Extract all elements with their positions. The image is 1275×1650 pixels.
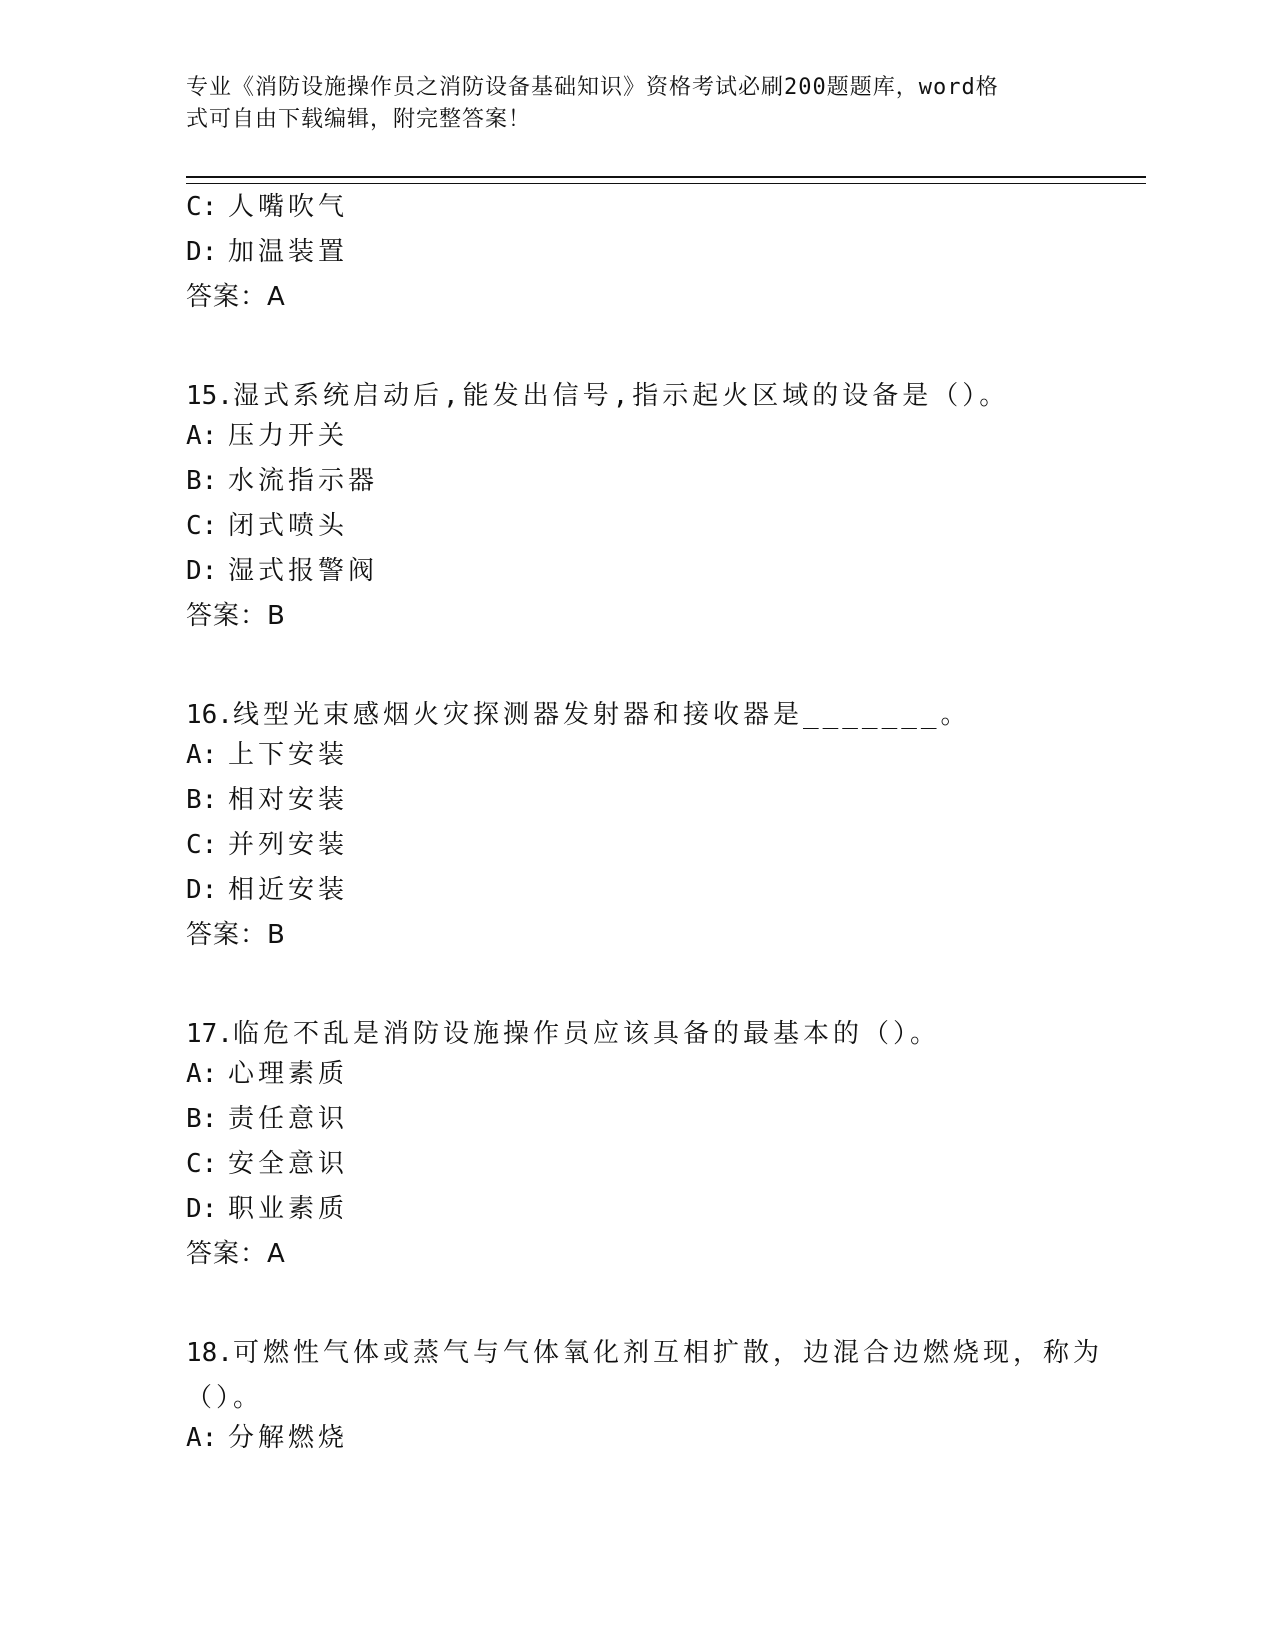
answer-line: 答案：A — [186, 282, 286, 312]
answer-line: 答案：B — [186, 920, 286, 950]
question-text: 17.临危不乱是消防设施操作员应该具备的最基本的（）。 — [186, 1019, 940, 1049]
option-c: C: 并列安装 — [186, 830, 349, 860]
question-17 — [186, 1012, 1106, 1282]
question-text: 15.湿式系统启动后,能发出信号,指示起火区域的设备是（）。 — [186, 381, 1010, 411]
option-d: D: 湿式报警阀 — [186, 556, 379, 586]
option-d: D: 加温装置 — [186, 237, 349, 267]
option-c: C: 人嘴吹气 — [186, 192, 349, 222]
header-divider — [186, 176, 1146, 184]
spacer — [186, 1282, 1106, 1331]
question-16 — [186, 693, 1106, 963]
answer-line: 答案：B — [186, 601, 286, 631]
header-line-1: 专业《消防设施操作员之消防设备基础知识》资格考试必刷200题题库，word格 — [186, 75, 999, 100]
option-a: A: 分解燃烧 — [186, 1423, 349, 1453]
spacer — [186, 644, 1106, 693]
answer-line: 答案：A — [186, 1239, 286, 1269]
spacer — [186, 325, 1106, 374]
option-a: A: 压力开关 — [186, 421, 349, 451]
option-c: C: 闭式喷头 — [186, 511, 349, 541]
document-header — [186, 72, 1066, 136]
option-d: D: 相近安装 — [186, 875, 349, 905]
option-d: D: 职业素质 — [186, 1194, 349, 1224]
question-text: 16.线型光束感烟火灾探测器发射器和接收器是_______。 — [186, 700, 971, 730]
option-a: A: 上下安装 — [186, 740, 349, 770]
option-c: C: 安全意识 — [186, 1149, 349, 1179]
question-list — [186, 190, 1106, 1466]
question-15 — [186, 374, 1106, 644]
question-carryover — [186, 190, 1106, 325]
header-line-2: 式可自由下载编辑，附完整答案！ — [186, 107, 532, 132]
option-b: B: 相对安装 — [186, 785, 349, 815]
question-18 — [186, 1331, 1106, 1466]
option-b: B: 责任意识 — [186, 1104, 349, 1134]
question-text: 18.可燃性气体或蒸气与气体氧化剂互相扩散，边混合边燃烧现，称为（）。 — [186, 1338, 1103, 1413]
option-a: A: 心理素质 — [186, 1059, 349, 1089]
option-b: B: 水流指示器 — [186, 466, 379, 496]
spacer — [186, 963, 1106, 1012]
